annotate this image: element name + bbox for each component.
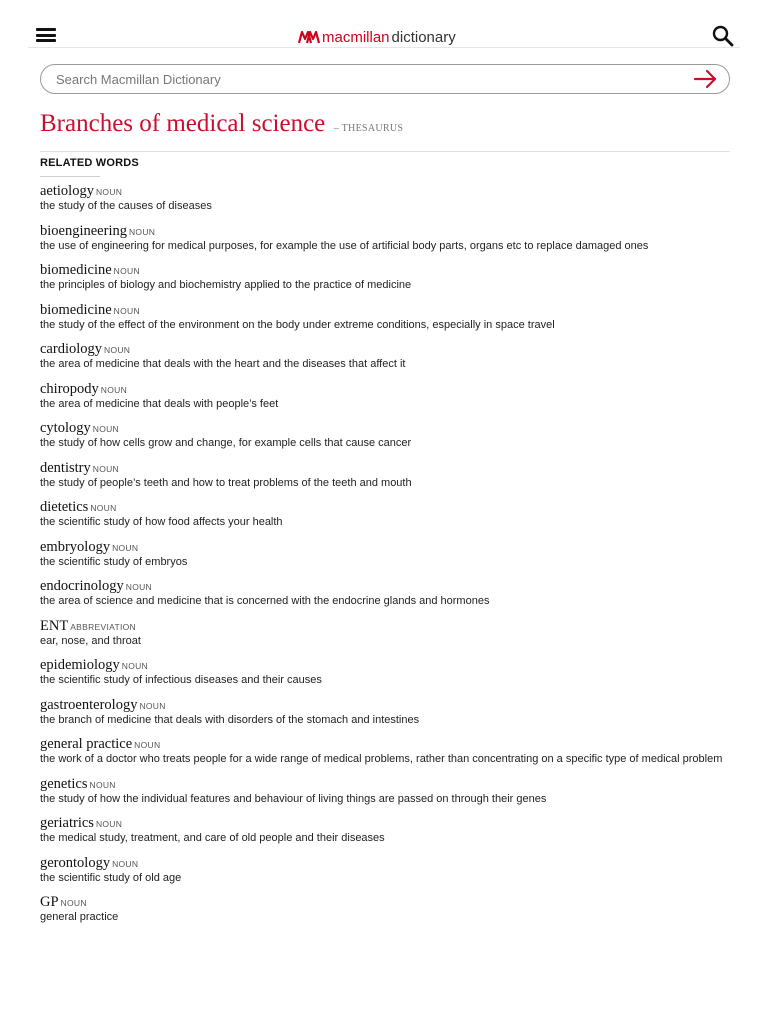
definition-text: the scientific study of old age — [40, 871, 182, 884]
list-item — [40, 577, 740, 608]
list-item — [40, 459, 740, 490]
headword-link[interactable]: ENT — [40, 617, 69, 634]
part-of-speech: NOUN — [95, 819, 123, 829]
headword-link[interactable]: endocrinology — [40, 578, 124, 594]
part-of-speech: NOUN — [92, 424, 119, 434]
list-item — [40, 498, 740, 529]
entry-head — [40, 498, 740, 516]
entry-head — [40, 261, 740, 279]
definition-text: the study of people’s teeth and how to treat problems of the teeth and mouth — [40, 476, 412, 489]
top-navigation-bar — [28, 24, 740, 48]
list-item — [40, 261, 740, 292]
list-item — [40, 340, 740, 371]
list-item — [40, 893, 740, 924]
part-of-speech: NOUN — [90, 503, 117, 513]
thesaurus-label: – THESAURUS — [333, 123, 404, 134]
definition-text: general practice — [40, 911, 119, 923]
entry-head — [40, 380, 740, 398]
definition-text: the study of the effect of the environment on the body under extreme conditions, especially in space travel — [40, 318, 555, 331]
entry-head — [40, 301, 740, 319]
definition-text: the work of a doctor who treats people for a wide range of medical problems, rather than concentrating on a specific type of medical problem — [40, 753, 723, 765]
search-bar — [40, 64, 730, 94]
headword-link[interactable]: general practice — [40, 736, 133, 752]
headword-link[interactable]: chiropody — [40, 380, 99, 397]
menu-bar — [36, 39, 56, 42]
menu-bar — [36, 34, 56, 37]
list-item — [40, 538, 740, 569]
headword-link[interactable]: bioengineering — [40, 222, 127, 239]
definition-text: the scientific study of infectious diseases and their causes — [40, 674, 322, 686]
definition-text: the study of how the individual features and behaviour of living things are passed on through their genes — [40, 792, 547, 805]
part-of-speech: NOUN — [95, 187, 123, 197]
headword-link[interactable]: dietetics — [40, 499, 89, 515]
search-input[interactable] — [56, 72, 691, 87]
headword-link[interactable]: biomedicine — [40, 262, 112, 278]
entry-head — [40, 222, 740, 240]
list-item — [40, 222, 740, 253]
part-of-speech: NOUN — [128, 226, 156, 237]
definition-text: the study of the causes of diseases — [40, 200, 212, 212]
logo-brand-text: macmillan — [322, 28, 390, 46]
list-item — [40, 735, 740, 766]
entry-head — [40, 538, 740, 556]
page-heading — [40, 110, 730, 152]
part-of-speech: NOUN — [92, 463, 119, 474]
headword-link[interactable]: epidemiology — [40, 657, 120, 673]
part-of-speech: NOUN — [104, 345, 131, 355]
definition-text: the area of medicine that deals with people’s feet — [40, 397, 279, 410]
headword-link[interactable]: cardiology — [40, 341, 103, 357]
headword-link[interactable]: cytology — [40, 420, 91, 436]
headword-link[interactable]: gerontology — [40, 854, 111, 871]
definition-text: the medical study, treatment, and care of old people and their diseases — [40, 832, 385, 844]
list-item — [40, 854, 740, 885]
list-item — [40, 617, 740, 648]
definition-text: the scientific study of how food affects your health — [40, 516, 283, 528]
part-of-speech: NOUN — [125, 582, 152, 592]
part-of-speech: NOUN — [121, 661, 148, 671]
definition-text: the scientific study of embryos — [40, 555, 188, 568]
entry-head — [40, 814, 740, 832]
headword-link[interactable]: aetiology — [40, 183, 94, 199]
heading-underline — [40, 176, 100, 177]
entry-head — [40, 854, 740, 872]
entry-head — [40, 696, 740, 714]
headword-link[interactable]: embryology — [40, 538, 111, 555]
entry-head — [40, 419, 740, 437]
related-words-list — [40, 182, 740, 933]
headword-link[interactable]: geriatrics — [40, 815, 94, 831]
list-item — [40, 182, 740, 213]
part-of-speech: NOUN — [112, 542, 139, 553]
entry-head — [40, 735, 740, 753]
entry-head — [40, 656, 740, 674]
magnifier-icon[interactable] — [712, 25, 734, 47]
definition-text: the branch of medicine that deals with disorders of the stomach and intestines — [40, 713, 420, 726]
related-words-heading: RELATED WORDS — [40, 157, 139, 169]
entry-head — [40, 340, 740, 358]
part-of-speech: NOUN — [60, 898, 87, 908]
logo-product-text: dictionary — [391, 28, 456, 46]
headword-link[interactable]: gastroenterology — [40, 696, 138, 713]
list-item — [40, 419, 740, 450]
part-of-speech: NOUN — [134, 740, 161, 750]
headword-link[interactable]: GP — [40, 894, 59, 910]
headword-link[interactable]: dentistry — [40, 459, 91, 476]
part-of-speech: NOUN — [112, 858, 139, 869]
site-logo[interactable] — [298, 27, 456, 47]
entry-head — [40, 617, 740, 635]
menu-bar — [36, 28, 56, 31]
definition-text: ear, nose, and throat — [40, 634, 141, 647]
arrow-right-icon[interactable] — [691, 68, 721, 90]
list-item — [40, 301, 740, 332]
part-of-speech: NOUN — [113, 266, 140, 276]
list-item — [40, 814, 740, 845]
list-item — [40, 775, 740, 806]
definition-text: the use of engineering for medical purposes, for example the use of artificial body parts, organs etc to replace damaged ones — [40, 239, 649, 252]
entry-head — [40, 775, 740, 793]
part-of-speech: NOUN — [139, 700, 166, 711]
definition-text: the area of medicine that deals with the heart and the diseases that affect it — [40, 358, 406, 370]
part-of-speech: ABBREVIATION — [70, 621, 136, 632]
list-item — [40, 380, 740, 411]
list-item — [40, 696, 740, 727]
part-of-speech: NOUN — [89, 779, 116, 790]
part-of-speech: NOUN — [100, 384, 128, 395]
list-item — [40, 656, 740, 687]
entry-head — [40, 893, 740, 911]
headword-link[interactable]: biomedicine — [40, 301, 112, 318]
definition-text: the area of science and medicine that is concerned with the endocrine glands and hormones — [40, 595, 490, 607]
macmillan-logo-icon — [298, 30, 320, 44]
definition-text: the study of how cells grow and change, for example cells that cause cancer — [40, 437, 412, 449]
headword-link[interactable]: genetics — [40, 775, 88, 792]
hamburger-menu-icon[interactable] — [36, 28, 56, 42]
entry-head — [40, 577, 740, 595]
definition-text: the principles of biology and biochemistry applied to the practice of medicine — [40, 279, 412, 291]
part-of-speech: NOUN — [113, 305, 140, 316]
page-title: Branches of medical science — [40, 110, 326, 137]
entry-head — [40, 459, 740, 477]
entry-head — [40, 182, 740, 200]
